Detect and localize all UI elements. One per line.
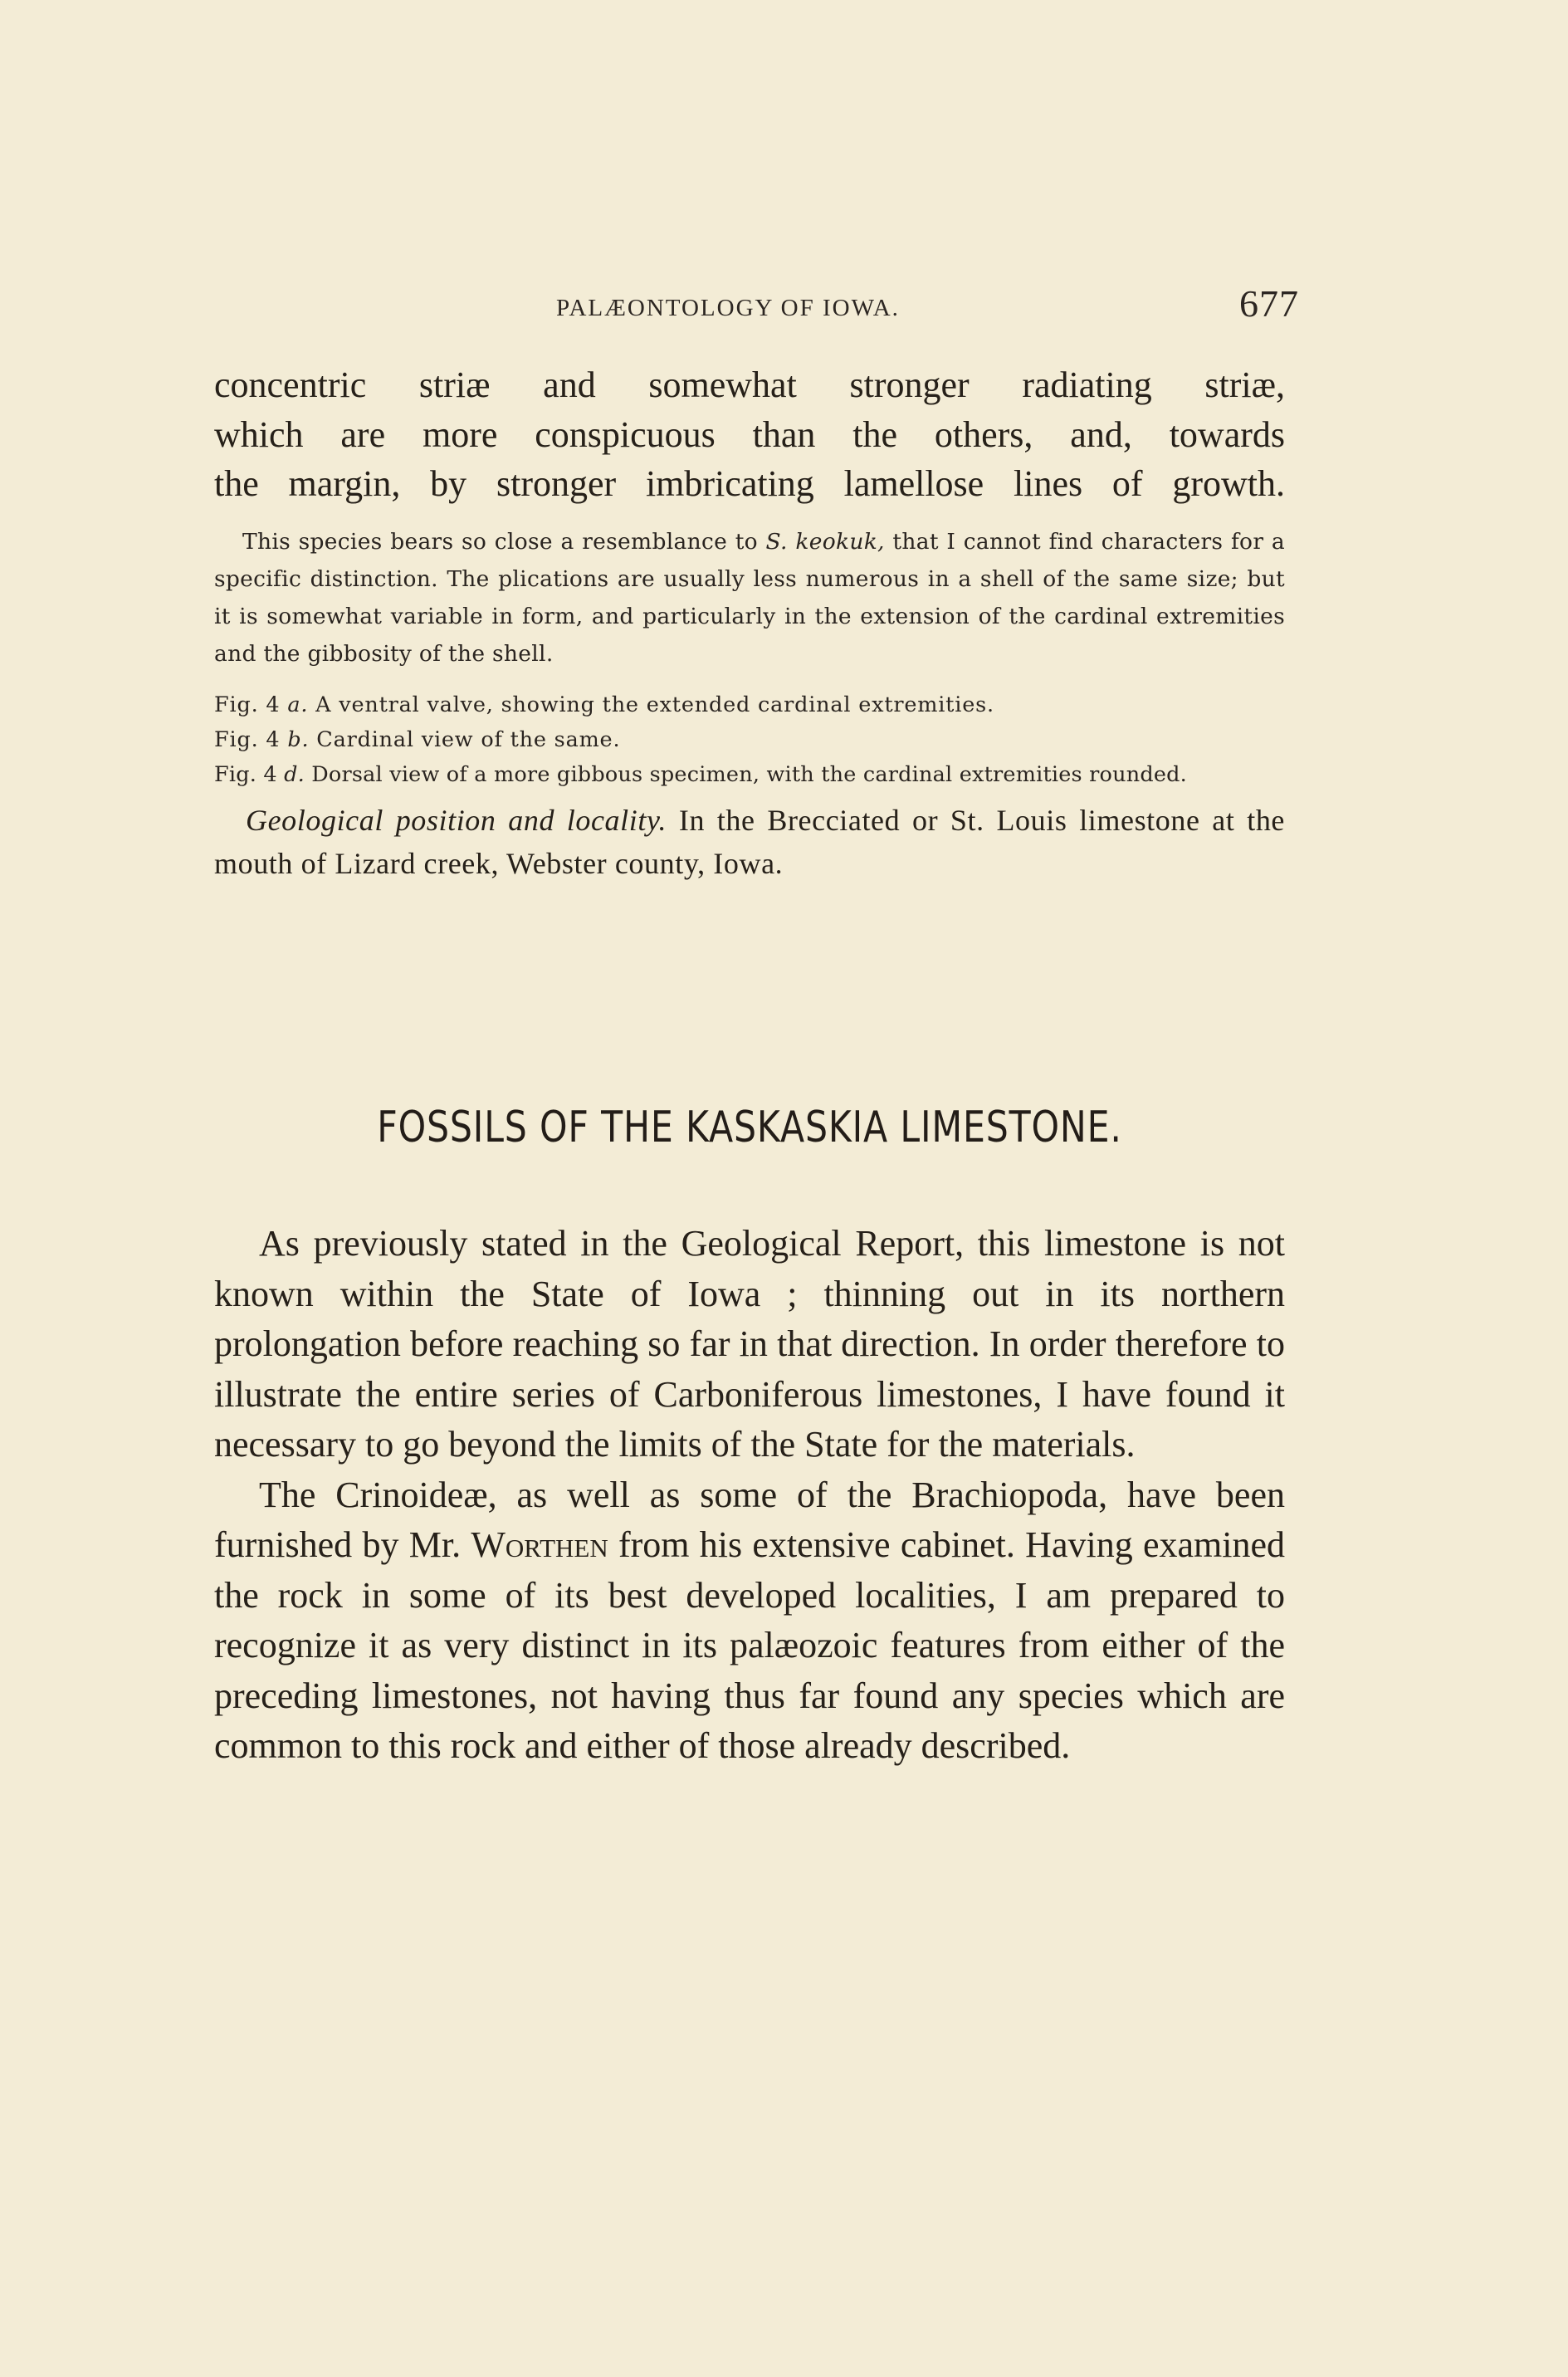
- running-head: PALÆONTOLOGY OF IOWA.: [556, 295, 900, 321]
- continuation-line: concentric striæ and somewhat stronger radiating striæ,: [214, 364, 1285, 405]
- geology-paragraph: [214, 799, 1285, 885]
- section-body: [214, 1219, 1285, 1772]
- figure-caption: Fig. 4 a. A ventral valve, showing the extended cardinal extremities.: [214, 692, 994, 717]
- continuation-paragraph: [214, 360, 1285, 509]
- remarks-after: that I cannot find characters for a specific distinction. The plications are usually less numerous in a shell of the same size; but it is somewhat variable in form, and particularly in the extension of the cardinal extremities and the gibbosity of the shell.: [214, 529, 1285, 667]
- page-header: [465, 282, 1299, 328]
- continuation-line: which are more conspicuous than the others, and, towards: [214, 413, 1285, 455]
- continuation-line: the margin, by stronger imbricating lamellose lines of growth.: [214, 463, 1285, 504]
- geology-text: [214, 799, 1285, 885]
- paragraph-one: As previously stated in the Geological Report, this limestone is not known within the State of Iowa ; thinning out in its northern prolongation before reaching so far in that direction. In order therefore to illustrate the entire series of Carboniferous limestones, I have found it necessary to go beyond the limits of the State for the materials.: [214, 1223, 1285, 1465]
- remarks-paragraph: [214, 523, 1285, 673]
- page-number: 677: [1239, 282, 1299, 325]
- geology-label: Geological position and locality.: [246, 804, 667, 837]
- section-title: FOSSILS OF THE KASKASKIA LIMESTONE.: [377, 1103, 1122, 1152]
- geology-body: In the Brecciated or St. Louis limestone at the mouth of Lizard creek, Webster county, Iowa.: [214, 804, 1285, 880]
- remarks-before: This species bears so close a resemblance to: [242, 529, 766, 555]
- figure-list: [214, 687, 1285, 792]
- species-name: S. keokuk,: [765, 529, 885, 555]
- figure-caption: Fig. 4 d. Dorsal view of a more gibbous specimen, with the cardinal extremities rounded.: [214, 762, 1187, 787]
- remarks-text: [214, 523, 1285, 673]
- figure-caption: Fig. 4 b. Cardinal view of the same.: [214, 727, 621, 752]
- author-name: Worthen: [471, 1524, 608, 1565]
- paragraph-two: The Crinoideæ, as well as some of the Brachiopoda, have been furnished by Mr. Worthen from his extensive cabinet. Having examined the rock in some of its best developed localities, I am prepared to recognize it as very distinct in its palæozoic features from either of the preceding limestones, not having thus far found any species which are common to this rock and either of those already described.: [214, 1474, 1285, 1766]
